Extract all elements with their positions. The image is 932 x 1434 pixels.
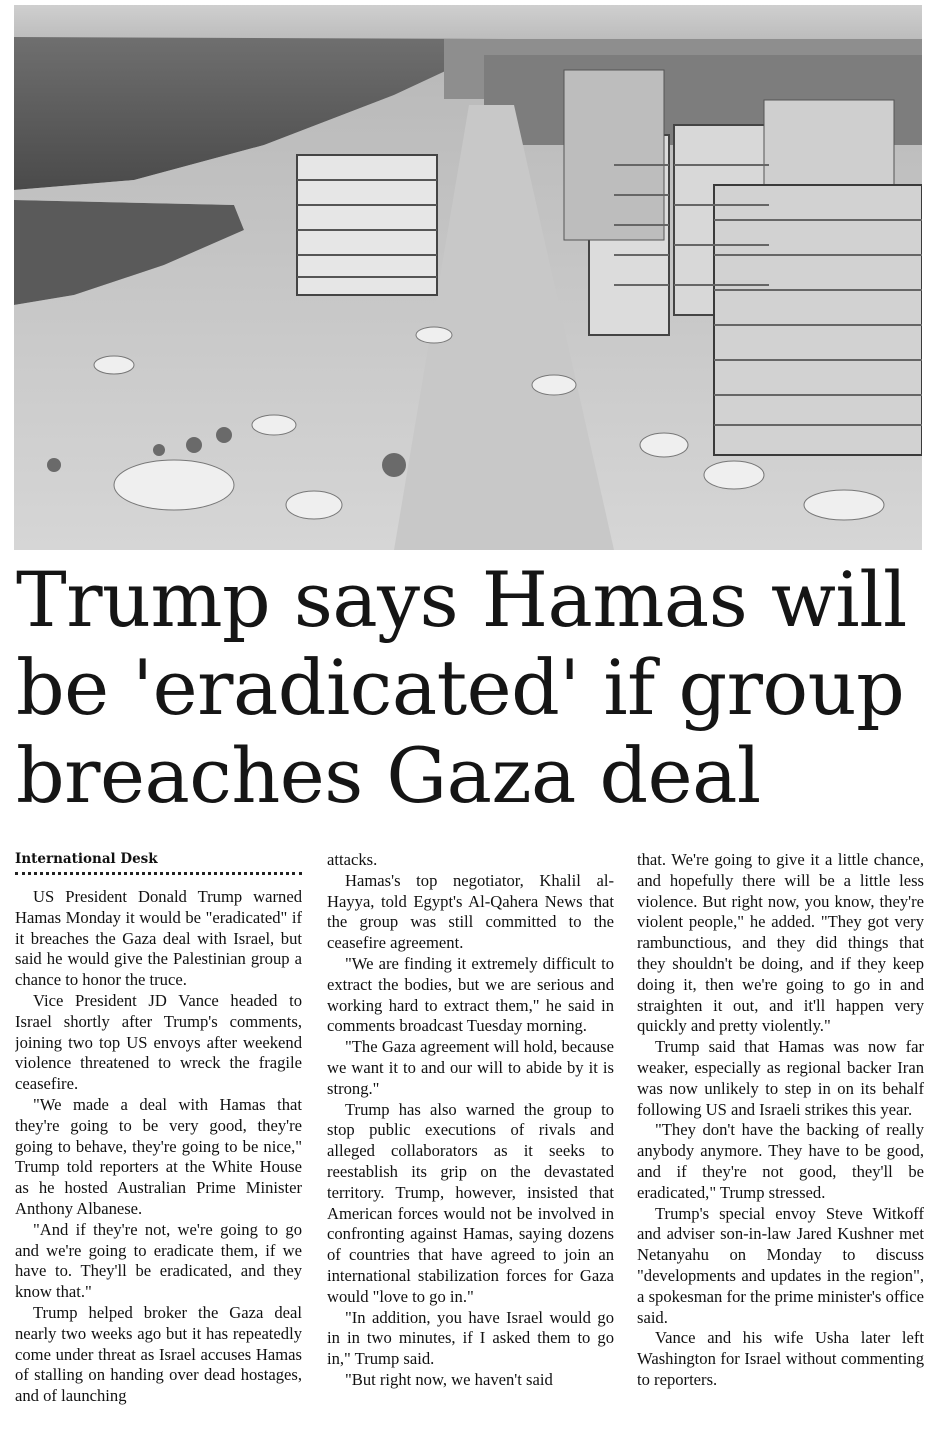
article-column-1 xyxy=(15,850,302,1430)
paragraph: "But right now, we haven't said xyxy=(345,1369,553,1389)
paragraph: Trump's special envoy Steve Witkoff and adviser son-in-law Jared Kushner met Netanyahu on Monday to discuss "developments and updates in the region", a spokesman for the prime minister's office said. xyxy=(637,1203,924,1327)
paragraph: "They don't have the backing of really anybody anymore. They have to be good, and if they're not good, they'll be eradicated," Trump stressed. xyxy=(637,1120,924,1202)
paragraph: Trump helped broker the Gaza deal nearly two weeks ago but it has repeatedly come under threat as Israel accuses Hamas of stalling on handing over dead hostages, and of launching xyxy=(15,1302,302,1406)
article-photo xyxy=(14,5,922,550)
paragraph: "In addition, you have Israel would go in in two minutes, if I asked them to go in," Trump said. xyxy=(327,1307,614,1369)
paragraph: Vice President JD Vance headed to Israel shortly after Trump's comments, joining two top US envoys after weekend violence threatened to wreck the fragile ceasefire. xyxy=(15,990,302,1094)
paragraph: "We made a deal with Hamas that they're going to be very good, they're going to behave, they're going to be nice," Trump told reporters at the White House as he hosted Australian Prime Minister Anthony Albanese. xyxy=(15,1094,302,1218)
paragraph: Hamas's top negotiator, Khalil al-Hayya, told Egypt's Al-Qahera News that the group was still committed to the ceasefire agreement. xyxy=(327,870,614,953)
dotted-divider xyxy=(15,872,302,875)
paragraph: US President Donald Trump warned Hamas Monday it would be "eradicated" if it breaches the Gaza deal with Israel, but said he would give the Palestinian group a chance to honor the truce. xyxy=(15,887,302,990)
paragraph-continued: that. We're going to give it a little chance, and hopefully there will be a little less violence. But right now, you know, they're violent people," he added. "They got very rambunctious, and they did things that they shouldn't be doing, and if they keep doing it, then we're going to go in and straighten it out, and it'll happen very quickly and pretty violently." xyxy=(637,850,924,1036)
paragraph: Vance and his wife Usha later left Washington for Israel without commenting to reporters. xyxy=(637,1328,924,1389)
headline: Trump says Hamas will be 'eradicated' if group breaches Gaza deal xyxy=(16,555,907,820)
aerial-photo-gaza-coastline-icon xyxy=(14,5,922,550)
paragraph-continued: attacks. xyxy=(327,850,378,869)
paragraph: Trump said that Hamas was now far weaker, especially as regional backer Iran was now unlikely to step in on its behalf following US and Israeli strikes this year. xyxy=(637,1037,924,1119)
paragraph: "We are finding it extremely difficult to extract the bodies, but we are serious and working hard to extract them," he said in comments broadcast Tuesday morning. xyxy=(327,953,614,1036)
article-column-3 xyxy=(637,850,924,1430)
byline: International Desk xyxy=(15,851,158,867)
paragraph: Trump has also warned the group to stop public executions of rivals and alleged collaborators as it seeks to reestablish its grip on the devastated territory. Trump, however, insisted that American forces would not be involved in confronting against Hamas, saying dozens of countries that have agreed to join an international stabilization forces for Gaza would "love to go in." xyxy=(327,1099,614,1306)
article-column-2 xyxy=(327,850,614,1430)
paragraph: "And if they're not, we're going to go and we're going to eradicate them, if we have to. They'll be eradicated, and they know that." xyxy=(15,1219,302,1302)
paragraph: "The Gaza agreement will hold, because we want it to and our will to abide by it is strong." xyxy=(327,1037,614,1098)
